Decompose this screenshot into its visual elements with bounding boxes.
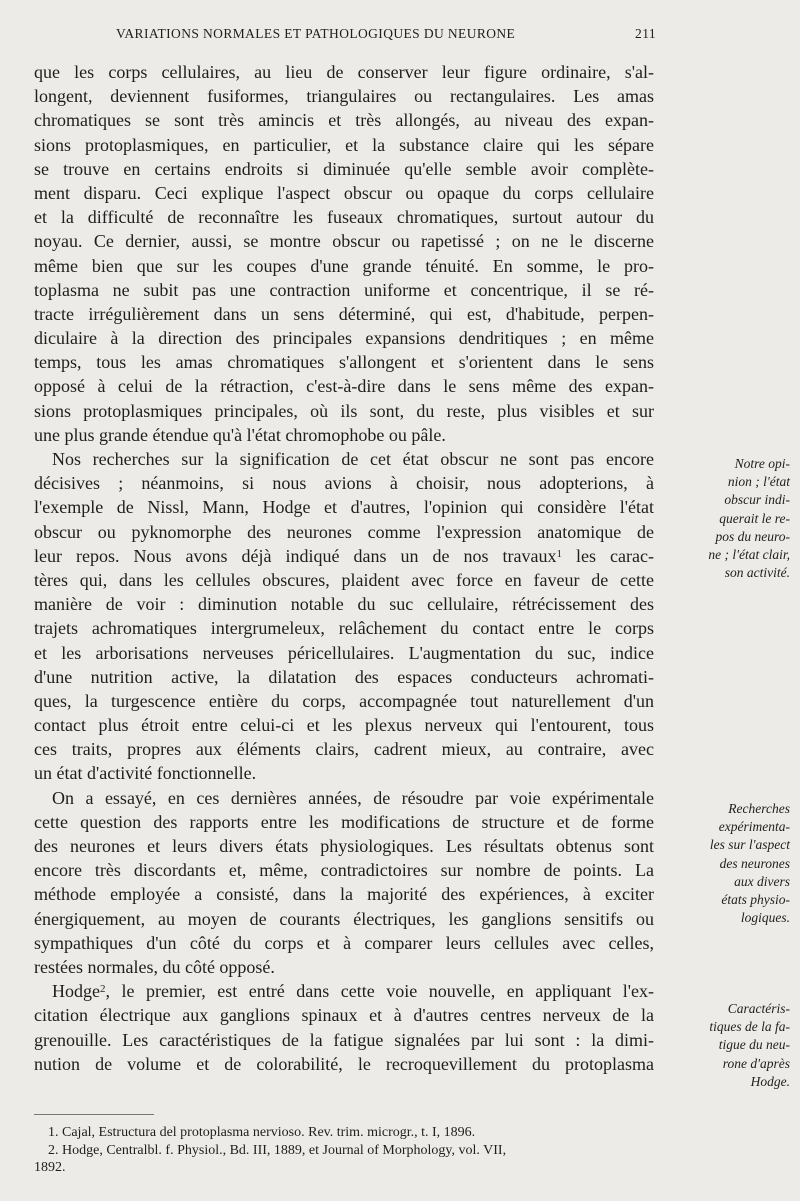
text-line: opposé à celui de la rétraction, c'est-à-dire dans le sens même des expan- — [34, 376, 654, 397]
text-line: l'exemple de Nissl, Mann, Hodge et d'autres, l'opinion qui considère l'état — [34, 497, 654, 518]
text-line: tracte irrégulièrement dans un sens déterminé, qui est, d'habitude, perpen- — [34, 303, 654, 324]
text-line-with-footnote — [34, 979, 654, 1003]
margin-note-line: ne ; l'état clair, — [708, 547, 790, 563]
text-line: décisives ; néanmoins, si nous avions à choisir, nous adopterions, à — [34, 473, 654, 494]
text-segment: Hodge — [52, 981, 100, 1002]
text-line: contact plus étroit entre celui-ci et les plexus nerveux qui l'entourent, tous — [34, 715, 654, 736]
text-segment: , le premier, est entré dans cette voie nouvelle, en appliquant l'ex- — [105, 981, 654, 1002]
text-segment: les carac- — [562, 545, 654, 566]
text-line: citation électrique aux ganglions spinaux et à d'autres centres nerveux de la — [34, 1005, 654, 1026]
margin-note-hodge — [664, 1000, 790, 1091]
text-line-with-footnote — [34, 544, 654, 568]
margin-note-experiments — [664, 800, 790, 927]
margin-note-line: tiques de la fa- — [709, 1019, 790, 1035]
text-line: On a essayé, en ces dernières années, de résoudre par voie expérimentale — [52, 787, 654, 808]
margin-note-line: son activité. — [724, 565, 790, 581]
margin-note-opinion — [664, 455, 790, 582]
margin-note-line: Hodge. — [750, 1073, 790, 1089]
text-line: et les arborisations nerveuses péricellulaires. L'augmentation du suc, indice — [34, 642, 654, 663]
text-line: grenouille. Les caractéristiques de la fatigue signalées par lui sont : la dimi- — [34, 1029, 654, 1050]
footnote-2-continued: 1892. — [34, 1160, 66, 1175]
margin-note-line: aux divers — [734, 873, 790, 889]
margin-note-line: pos du neuro- — [715, 528, 790, 544]
margin-note-line: nion ; l'état — [727, 474, 790, 490]
text-line: tères qui, dans les cellules obscures, plaident avec force en faveur de cette — [34, 569, 654, 590]
footnote-1: 1. Cajal, Estructura del protoplasma nervioso. Rev. trim. microgr., t. I, 1896. — [48, 1125, 476, 1140]
running-head — [96, 26, 656, 46]
margin-note-line: obscur indi- — [724, 492, 790, 508]
margin-note-line: états physio- — [721, 892, 790, 908]
text-line: toplasma ne subit pas une contraction uniforme et concentrique, il se ré- — [34, 279, 654, 300]
text-line: cette question des rapports entre les modifications de structure et de forme — [34, 811, 654, 832]
margin-note-line: rone d'après — [722, 1055, 790, 1071]
text-line: encore très discordants et, même, contradictoires sur nombre de points. La — [34, 860, 654, 881]
text-line: chromatiques se sont très amincis et très allongés, au niveau des expan- — [34, 110, 654, 131]
text-segment: leur repos. Nous avons déjà indiqué dans un de nos travaux — [34, 545, 557, 566]
margin-note-line: querait le re- — [719, 510, 790, 526]
text-line: méthode employée a consisté, dans la majorité des expériences, à exciter — [34, 884, 654, 905]
footnote-ref[interactable]: 1 — [556, 547, 563, 560]
text-line: sions protoplasmiques, en particulier, et la substance claire qui les sépare — [34, 134, 654, 155]
margin-note-line: Caractéris- — [727, 1001, 790, 1016]
margin-note-line: logiques. — [740, 910, 790, 926]
text-line: et la difficulté de reconnaître les fuseaux chromatiques, surtout autour du — [34, 207, 654, 228]
text-line: temps, tous les amas chromatiques s'allongent et s'orientent dans le sens — [34, 352, 654, 373]
text-line: longent, deviennent fusiformes, triangulaires ou rectangulaires. Les amas — [34, 86, 654, 107]
text-line: une plus grande étendue qu'à l'état chromophobe ou pâle. — [34, 424, 446, 445]
running-head-title: VARIATIONS NORMALES ET PATHOLOGIQUES DU NEURONE — [116, 26, 516, 41]
margin-note-line: des neurones — [719, 855, 790, 871]
text-line: ment disparu. Ceci explique l'aspect obscur ou opaque du corps cellulaire — [34, 182, 654, 203]
text-line: d'une nutrition active, la dilatation des espaces conducteurs achromati- — [34, 666, 654, 687]
text-line: des neurones et leurs divers états physiologiques. Les résultats obtenus sont — [34, 836, 654, 856]
text-line: ces traits, propres aux éléments clairs, cadrent mieux, au contraire, avec — [34, 739, 654, 760]
text-line: même bien que sur les coupes d'une grande ténuité. En somme, le pro- — [34, 255, 654, 276]
footnotes — [34, 1124, 654, 1177]
text-line: se trouve en certains endroits si diminuée qu'elle semble avoir complète- — [34, 158, 654, 179]
margin-note-line: les sur l'aspect — [709, 837, 790, 853]
footnote-ref[interactable]: 2 — [100, 983, 106, 996]
footnote-2: 2. Hodge, Centralbl. f. Physiol., Bd. III, 1889, et Journal of Morphology, vol. VII, — [48, 1142, 507, 1158]
text-line: nution de volume et de colorabilité, le recroquevillement du protoplasma — [34, 1053, 654, 1074]
body-text — [34, 60, 654, 1076]
text-line: Nos recherches sur la signification de cet état obscur ne sont pas encore — [52, 449, 654, 469]
text-line: que les corps cellulaires, au lieu de conserver leur figure ordinaire, s'al- — [34, 62, 654, 82]
text-line: ques, la turgescence entière du corps, accompagnée tout naturellement d'un — [34, 690, 654, 711]
margin-note-line: tigue du neu- — [718, 1037, 790, 1053]
text-line: obscur ou pyknomorphe des neurones comme l'expression anatomique de — [34, 521, 654, 542]
text-line: trajets achromatiques intergrumeleux, relâchement du contact entre le corps — [34, 618, 654, 639]
text-line: noyau. Ce dernier, aussi, se montre obscur ou rapetissé ; on ne le discerne — [34, 231, 654, 252]
margin-note-line: Recherches — [728, 801, 790, 816]
page-number: 211 — [635, 26, 656, 41]
margin-note-line: Notre opi- — [734, 456, 790, 471]
text-line: énergiquement, au moyen de courants électriques, les ganglions sensitifs ou — [34, 908, 654, 929]
text-line: diculaire à la direction des principales expansions dendritiques ; en même — [34, 328, 654, 349]
text-line: sions protoplasmiques principales, où ils sont, du reste, plus visibles et sur — [34, 400, 654, 421]
text-line: un état d'activité fonctionnelle. — [34, 763, 257, 784]
text-line: manière de voir : diminution notable du suc cellulaire, rétrécissement des — [34, 594, 654, 615]
text-line: sympathiques d'un côté du corps et à comparer leurs cellules avec celles, — [34, 932, 654, 953]
footnote-divider — [34, 1114, 154, 1115]
text-line: restées normales, du côté opposé. — [34, 956, 275, 977]
margin-note-line: expérimenta- — [718, 819, 790, 835]
